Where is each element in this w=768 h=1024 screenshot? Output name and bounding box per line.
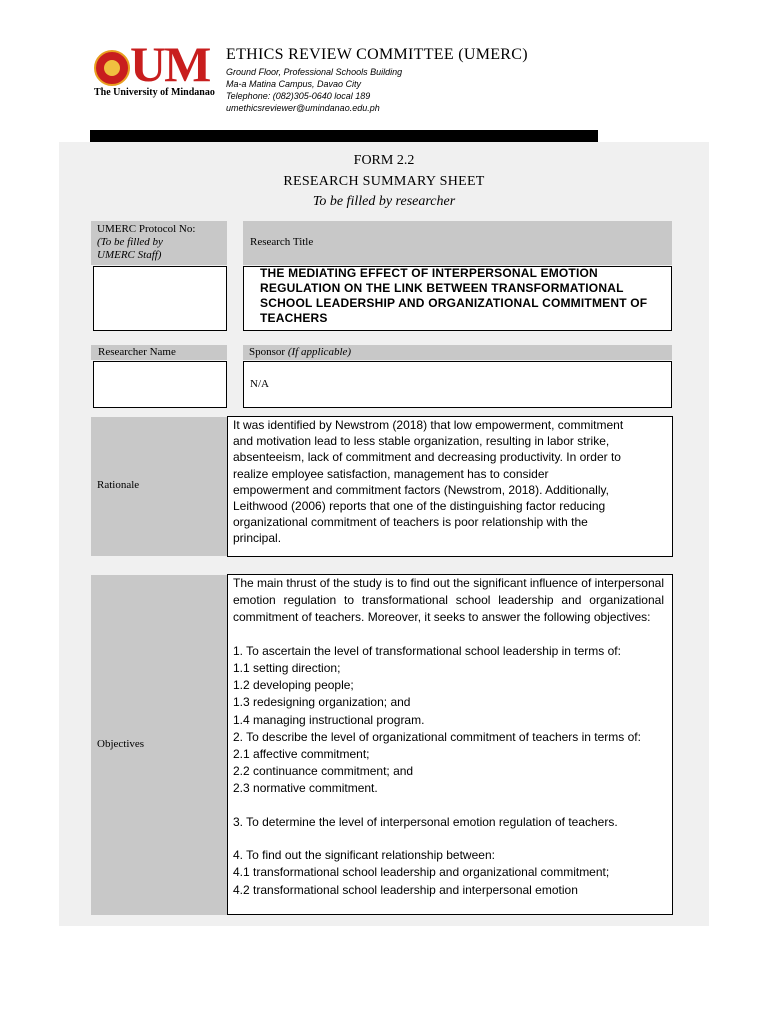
sponsor-value: N/A — [250, 378, 269, 390]
researcher-name-field[interactable] — [93, 361, 227, 408]
rationale-label: Rationale — [97, 479, 140, 491]
form-title: RESEARCH SUMMARY SHEET — [283, 174, 485, 189]
sponsor-field[interactable] — [243, 361, 672, 408]
form-number: FORM 2.2 — [353, 153, 415, 168]
protocol-label: UMERC Protocol No: — [97, 223, 196, 235]
logo-text: UM — [130, 36, 210, 92]
title-line-3: SCHOOL LEADERSHIP AND ORGANIZATIONAL COMMITMENT OF — [260, 296, 648, 310]
objective-item: 1. To ascertain the level of transformational school leadership in terms of: — [233, 643, 621, 658]
title-line-2: REGULATION ON THE LINK BETWEEN TRANSFORMATIONAL — [260, 281, 624, 295]
university-name: The University of Mindanao — [94, 87, 215, 98]
objective-item: 2.1 affective commitment; — [233, 747, 370, 762]
sponsor-label: Sponsor — [249, 346, 286, 358]
rationale-label-cell — [91, 417, 227, 556]
objective-item: 2. To describe the level of organizational commitment of teachers in terms of: — [233, 729, 641, 744]
university-seal-icon — [94, 50, 130, 86]
rationale-line: organizational commitment of teachers is poor relationship with the — [233, 515, 588, 530]
objective-item: 4.1 transformational school leadership and organizational commitment; — [233, 865, 610, 880]
objective-item: 2.3 normative commitment. — [233, 781, 378, 796]
research-title-field[interactable] — [243, 266, 672, 331]
researcher-label: Researcher Name — [98, 346, 176, 358]
sponsor-label-cell — [243, 345, 672, 360]
objectives-field[interactable] — [227, 574, 673, 915]
protocol-label-cell — [91, 221, 227, 265]
committee-title: ETHICS REVIEW COMMITTEE (UMERC) — [226, 46, 528, 63]
rationale-line: It was identified by Newstrom (2018) that low empowerment, commitment — [233, 418, 624, 432]
objective-item: 1.4 managing instructional program. — [233, 712, 425, 727]
objective-item: 2.2 continuance commitment; and — [233, 764, 414, 779]
objective-item: 4. To find out the significant relationship between: — [233, 848, 495, 863]
research-title-label: Research Title — [250, 236, 314, 248]
protocol-number-field[interactable] — [93, 266, 227, 331]
header-divider — [90, 130, 598, 142]
title-line-4: TEACHERS — [260, 311, 328, 325]
sponsor-label-note: (If applicable) — [287, 346, 352, 358]
telephone: Telephone: (082)305-0640 local 189 — [226, 91, 371, 101]
objective-item: 4.2 transformational school leadership and interpersonal emotion — [233, 882, 578, 897]
rationale-line: absenteeism, lack of commitment and decreasing productivity. In order to — [233, 450, 621, 465]
rationale-field[interactable] — [227, 416, 673, 557]
objective-item: 1.2 developing people; — [233, 678, 354, 693]
rationale-line: principal. — [233, 531, 282, 546]
rationale-line: realize employee satisfaction, management has to consider — [233, 466, 549, 481]
protocol-sublabel-1: (To be filled by — [97, 236, 163, 248]
objectives-label-cell — [91, 575, 227, 915]
rationale-line: Leithwood (2006) reports that one of the distinguishing factor reducing — [233, 499, 606, 514]
protocol-sublabel-2: UMERC Staff) — [97, 249, 162, 261]
form-note: To be filled by researcher — [312, 194, 456, 209]
objective-item: 3. To determine the level of interpersonal emotion regulation of teachers. — [233, 814, 618, 829]
research-title-label-cell — [243, 221, 672, 265]
objective-item: 1.1 setting direction; — [233, 661, 341, 675]
title-line-1: THE MEDIATING EFFECT OF INTERPERSONAL EMOTION — [260, 266, 598, 280]
rationale-line: and motivation lead to less stable organization, resulting in labor strike, — [233, 434, 610, 449]
address-line-2: Ma-a Matina Campus, Davao City — [226, 79, 362, 89]
email: umethicsreviewer@umindanao.edu.ph — [226, 103, 380, 113]
rationale-line: empowerment and commitment factors (Newstrom, 2018). Additionally, — [233, 482, 609, 497]
address-line-1: Ground Floor, Professional Schools Building — [226, 67, 403, 77]
objective-item: 1.3 redesigning organization; and — [233, 695, 411, 710]
objectives-intro: The main thrust of the study is to find out the significant influence of interpersonal emotion regulation to transformational school leadership and organizational commitment of teachers. Moreover, it seeks to answer the following objectives: — [233, 576, 664, 625]
researcher-label-cell — [91, 345, 227, 360]
objectives-label: Objectives — [97, 738, 145, 750]
